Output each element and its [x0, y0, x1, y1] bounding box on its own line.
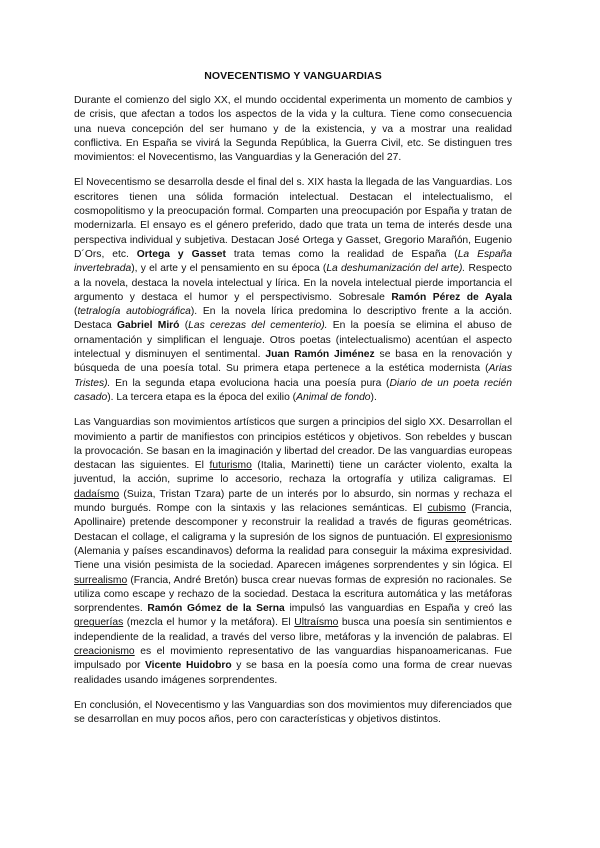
bold-run: Juan Ramón Jiménez: [265, 349, 375, 361]
text-run: El Novecentismo se desarrolla desde el final del s. XIX hasta la llegada de las Vanguardias. Los escritores tienen una sólida formación intelectual. Destacan el intelectualismo, el cosmopolitismo y la preocupación formal. Comparten una preocupación por España y tratan de modernizarla. El ensayo es el género preferido, dado que trata un tema de interés desde una perspectiva individual y subjetiva. Destacan José Ortega y Gasset, Gregorio Marañón, Eugenio D´Ors, etc.: [74, 177, 512, 260]
bold-run: Ramón Pérez de Ayala: [391, 291, 512, 303]
text-run: (Alemania y países escandinavos) deforma la realidad para conseguir la máxima expresividad. Tiene una visión pesimista de la sociedad. Aparecen imágenes sorprendentes y sin lógica. El: [74, 545, 512, 572]
bold-run: Vicente Huidobro: [144, 660, 232, 672]
underlined-term: dadaísmo: [74, 488, 120, 500]
paragraph-conclusion: [74, 699, 512, 728]
bold-run: Ramón Gómez de la Serna: [147, 603, 285, 615]
text-run: ). La tercera etapa es la época del exilio (: [107, 391, 297, 403]
underlined-term: expresionismo: [445, 531, 512, 543]
italic-run: Arias Tristes).: [74, 363, 512, 389]
text-run: En la poesía se elimina el abuso de ornamentación y simplifican el lenguaje. Otros poetas (intelectualismo) acentúan el aspecto intelectual y disminuyen el sentimental.: [74, 320, 512, 361]
bold-run: Ortega y Gasset: [136, 248, 226, 260]
underlined-term: cubismo: [427, 503, 466, 515]
text-run: (: [74, 306, 78, 318]
underlined-term: surrealismo: [74, 574, 128, 586]
text-run: En la segunda etapa evoluciona hacia una poesía pura (: [110, 377, 390, 389]
italic-run: tetralogía autobiográfica: [77, 306, 191, 318]
text-run: y se basa en la poesía como una forma de crear nuevas realidades usando imágenes sorprendentes.: [74, 660, 512, 686]
text-run: busca una poesía sin sentimientos e independiente de la realidad, a través del verso libre, metáforas y la invención de palabras. El: [74, 617, 512, 643]
text-run: es el movimiento representativo de las vanguardias hispanoamericanas. Fue impulsado por: [74, 645, 512, 672]
underlined-term: Ultraísmo: [294, 617, 339, 629]
text-run: ). En la novela lírica predomina lo descriptivo frente a la acción. Destaca: [74, 306, 512, 332]
text-run: Respecto a la novela, destaca la novela intelectual y lírica. En la novela intelectual pierde importancia el argumento y destaca el humor y el perspectivismo. Sobresale: [74, 263, 512, 303]
text-run: En conclusión, el Novecentismo y las Vanguardias son dos movimientos muy diferenciados que se desarrollan en muy pocos años, pero con características y objetivos distintos.: [74, 699, 512, 726]
paragraph-novecentismo: [74, 176, 512, 405]
document-title: NOVECENTISMO Y VANGUARDIAS: [204, 70, 382, 82]
italic-run: Diario de un poeta recién casado: [74, 377, 512, 403]
paragraph-vanguardias: [74, 416, 512, 688]
text-run: ).: [370, 391, 377, 403]
text-run: (: [179, 320, 189, 332]
text-run: se basa en la renovación y búsqueda de una poesía total. Su primera etapa pertenece a la estética modernista (: [74, 349, 513, 375]
italic-run: La deshumanización del arte).: [326, 263, 466, 275]
text-run: impulsó las vanguardias en España y creó las: [284, 603, 512, 615]
italic-run: Animal de fondo: [296, 391, 371, 403]
text-run: (Francia, Apollinaire) pretende descomponer y reconstruir la realidad a través de figuras geométricas. Destacan el collage, el caligrama y la supresión de los signos de puntuación. El: [74, 503, 512, 543]
text-run: (mezcla el humor y la metáfora). El: [123, 617, 295, 629]
text-run: Las Vanguardias son movimientos artísticos que surgen a principios del siglo XX. Desarrollan el movimiento a partir de manifiestos con principios estéticos y objetivos. Son rebeldes y buscan la provocación. Se basan en la imaginación y libertad del creador. De las vanguardias europeas destacan las siguientes. El: [74, 417, 512, 472]
underlined-term: creacionismo: [74, 645, 135, 657]
text-run: Durante el comienzo del siglo XX, el mundo occidental experimenta un momento de cambios y de crisis, que afectan a todos los aspectos de la vida y la cultura. Tiene como consecuencia una nueva concepción del ser humano y de la existencia, y va a mostrar una realidad conflictiva. En España se vivirá la Segunda República, la Guerra Civil, etc. Se distinguen tres movimientos: el Novecentismo, las Vanguardias y la Generación del 27.: [74, 95, 512, 164]
paragraph-introduction: [74, 94, 512, 165]
text-run: (Italia, Marinetti) tiene un carácter violento, exalta la juventud, la acción, suprime lo accesorio, rechaza la ortografía y utiliza caligramas. El: [74, 460, 512, 486]
text-run: (Suiza, Tristan Tzara) parte de un interés por lo absurdo, sin normas y rechaza el mundo burgués. Rompe con la sintaxis y las relaciones semánticas. El: [74, 488, 512, 515]
italic-run: Las cerezas del cementerio).: [188, 320, 328, 332]
bold-run: Gabriel Miró: [117, 320, 180, 332]
underlined-term: greguerías: [74, 617, 124, 629]
underlined-term: futurismo: [209, 460, 252, 472]
text-run: trata temas como la realidad de España (: [225, 248, 458, 260]
italic-run: La España invertebrada: [74, 248, 512, 275]
text-run: (Francia, André Bretón) busca crear nuevas formas de expresión no racionales. Se utiliza como escape y rechazo de la sociedad. Destaca la escritura automática y las metáforas sorprendentes.: [74, 574, 512, 615]
text-run: ), y el arte y el pensamiento en su época (: [131, 263, 327, 275]
